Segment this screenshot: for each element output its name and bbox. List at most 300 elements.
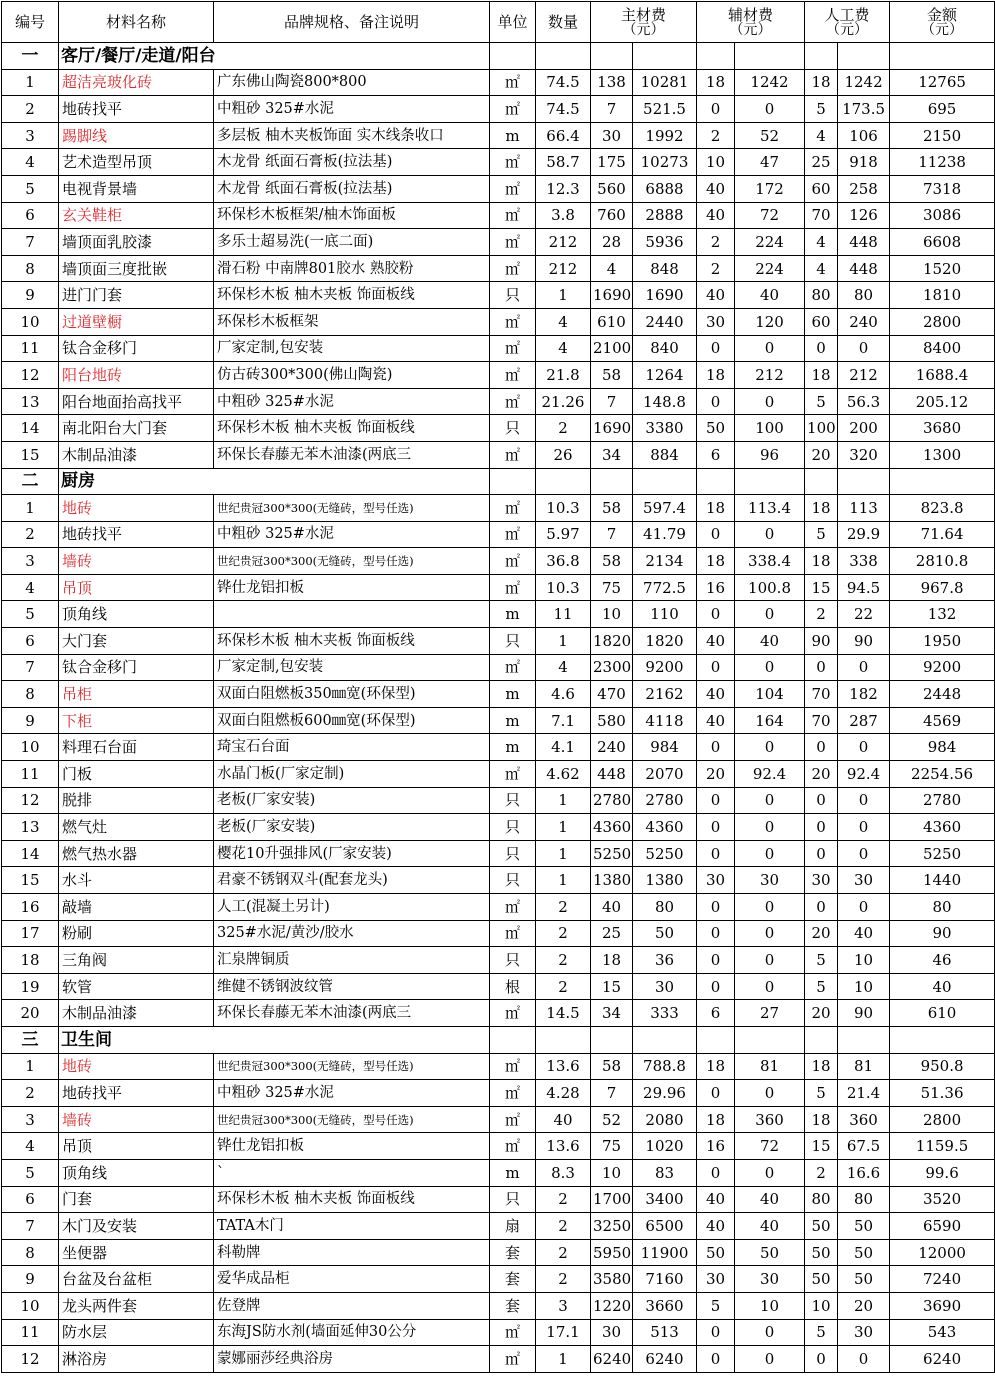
cell-aux-total[interactable]: 0 [735, 521, 805, 548]
cell-no[interactable]: 5 [2, 175, 59, 202]
cell-amount[interactable]: 3690 [890, 1292, 995, 1319]
cell-labor-price[interactable]: 0 [805, 1346, 838, 1373]
cell-amount[interactable]: 5250 [890, 840, 995, 867]
cell-amount[interactable]: 3086 [890, 202, 995, 229]
cell-aux-total[interactable]: 100.8 [735, 574, 805, 601]
cell-qty[interactable]: 3.8 [536, 202, 591, 229]
cell-name[interactable]: 木制品油漆 [59, 1000, 214, 1027]
cell-labor-total[interactable]: 338 [838, 548, 890, 575]
cell-aux-total[interactable]: 1242 [735, 69, 805, 96]
cell-qty[interactable]: 12.3 [536, 175, 591, 202]
cell-name[interactable]: 墙砖 [59, 548, 214, 575]
cell-main-price[interactable]: 5250 [591, 840, 633, 867]
cell-name[interactable]: 大门套 [59, 628, 214, 655]
cell-labor-total[interactable]: 0 [838, 1346, 890, 1373]
cell-spec[interactable]: 铧仕龙铝扣板 [214, 574, 490, 601]
cell-main-price[interactable]: 58 [591, 548, 633, 575]
cell-aux-total[interactable]: 40 [735, 282, 805, 309]
cell-aux-price[interactable]: 6 [697, 1000, 735, 1027]
cell-aux-price[interactable]: 18 [697, 495, 735, 522]
cell-spec[interactable]: 广东佛山陶瓷800*800 [214, 69, 490, 96]
cell-labor-total[interactable]: 50 [838, 1266, 890, 1293]
empty-cell[interactable] [697, 43, 735, 70]
cell-spec[interactable]: 滑石粉 中南牌801胶水 熟胶粉 [214, 255, 490, 282]
cell-labor-price[interactable]: 70 [805, 681, 838, 708]
cell-no[interactable]: 12 [2, 787, 59, 814]
cell-aux-total[interactable]: 40 [735, 628, 805, 655]
cell-labor-price[interactable]: 25 [805, 149, 838, 176]
cell-labor-price[interactable]: 2 [805, 1159, 838, 1186]
cell-no[interactable]: 2 [2, 1080, 59, 1107]
cell-labor-total[interactable]: 56.3 [838, 388, 890, 415]
cell-name[interactable]: 钛合金移门 [59, 335, 214, 362]
cell-amount[interactable]: 2150 [890, 122, 995, 149]
cell-no[interactable]: 12 [2, 362, 59, 389]
cell-name[interactable]: 木门及安装 [59, 1213, 214, 1240]
empty-cell[interactable] [490, 468, 536, 495]
col-header-amount[interactable] [890, 2, 995, 43]
cell-no[interactable]: 1 [2, 1053, 59, 1080]
cell-aux-total[interactable]: 104 [735, 681, 805, 708]
cell-main-price[interactable]: 28 [591, 229, 633, 256]
cell-aux-total[interactable]: 0 [735, 814, 805, 841]
cell-spec[interactable]: 世纪贵冠300*300(无缝砖，型号任选) [214, 495, 490, 522]
cell-spec[interactable]: 仿古砖300*300(佛山陶瓷) [214, 362, 490, 389]
cell-aux-price[interactable]: 16 [697, 574, 735, 601]
cell-labor-total[interactable]: 21.4 [838, 1080, 890, 1107]
cell-unit[interactable]: 只 [490, 1186, 536, 1213]
cell-labor-total[interactable]: 50 [838, 1239, 890, 1266]
cell-spec[interactable]: 君豪不锈钢双斗(配套龙头) [214, 867, 490, 894]
cell-qty[interactable]: 4 [536, 654, 591, 681]
cell-amount[interactable]: 2810.8 [890, 548, 995, 575]
cell-qty[interactable]: 14.5 [536, 1000, 591, 1027]
cell-main-price[interactable]: 1690 [591, 415, 633, 442]
cell-labor-total[interactable]: 113 [838, 495, 890, 522]
cell-main-total[interactable]: 83 [633, 1159, 697, 1186]
section-title[interactable]: 客厅/餐厅/走道/阳台 [59, 43, 490, 70]
cell-aux-total[interactable]: 72 [735, 202, 805, 229]
cell-labor-total[interactable]: 200 [838, 415, 890, 442]
cell-main-total[interactable]: 3380 [633, 415, 697, 442]
cell-amount[interactable]: 543 [890, 1319, 995, 1346]
cell-amount[interactable]: 1520 [890, 255, 995, 282]
empty-cell[interactable] [490, 43, 536, 70]
cell-labor-price[interactable]: 4 [805, 229, 838, 256]
cell-main-price[interactable]: 470 [591, 681, 633, 708]
cell-name[interactable]: 台盆及台盆柜 [59, 1266, 214, 1293]
cell-unit[interactable]: m [490, 734, 536, 761]
cell-labor-price[interactable]: 18 [805, 362, 838, 389]
cell-spec[interactable]: 世纪贵冠300*300(无缝砖，型号任选) [214, 1106, 490, 1133]
col-header-main[interactable] [591, 2, 697, 43]
cell-main-price[interactable]: 3250 [591, 1213, 633, 1240]
cell-name[interactable]: 阳台地面抬高找平 [59, 388, 214, 415]
cell-aux-price[interactable]: 10 [697, 149, 735, 176]
cell-spec[interactable]: 樱花10升强排风(厂家安装) [214, 840, 490, 867]
cell-qty[interactable]: 2 [536, 973, 591, 1000]
cell-spec[interactable]: 中粗砂 325#水泥 [214, 388, 490, 415]
cell-aux-total[interactable]: 0 [735, 601, 805, 628]
cell-labor-total[interactable]: 1242 [838, 69, 890, 96]
cell-qty[interactable]: 74.5 [536, 69, 591, 96]
cell-aux-price[interactable]: 40 [697, 282, 735, 309]
cell-main-price[interactable]: 3580 [591, 1266, 633, 1293]
cell-spec[interactable]: 双面白阻燃板600㎜宽(环保型) [214, 707, 490, 734]
cell-amount[interactable]: 7318 [890, 175, 995, 202]
cell-aux-total[interactable]: 100 [735, 415, 805, 442]
cell-main-price[interactable]: 58 [591, 495, 633, 522]
cell-main-total[interactable]: 848 [633, 255, 697, 282]
cell-main-total[interactable]: 597.4 [633, 495, 697, 522]
cell-qty[interactable]: 10.3 [536, 495, 591, 522]
cell-unit[interactable]: 只 [490, 947, 536, 974]
cell-labor-price[interactable]: 15 [805, 574, 838, 601]
cell-amount[interactable]: 610 [890, 1000, 995, 1027]
cell-labor-total[interactable]: 22 [838, 601, 890, 628]
cell-no[interactable]: 3 [2, 1106, 59, 1133]
cell-name[interactable]: 三角阀 [59, 947, 214, 974]
cell-spec[interactable]: 汇泉牌铜质 [214, 947, 490, 974]
cell-unit[interactable]: 只 [490, 840, 536, 867]
cell-aux-total[interactable]: 81 [735, 1053, 805, 1080]
cell-labor-total[interactable]: 16.6 [838, 1159, 890, 1186]
cell-spec[interactable]: 科勒牌 [214, 1239, 490, 1266]
cell-labor-price[interactable]: 50 [805, 1213, 838, 1240]
col-header-no[interactable]: 编号 [2, 2, 59, 43]
cell-unit[interactable]: 套 [490, 1292, 536, 1319]
cell-name[interactable]: 吊顶 [59, 1133, 214, 1160]
empty-cell[interactable] [633, 1026, 697, 1053]
cell-qty[interactable]: 2 [536, 1186, 591, 1213]
cell-aux-price[interactable]: 2 [697, 122, 735, 149]
cell-main-total[interactable]: 521.5 [633, 96, 697, 123]
cell-aux-total[interactable]: 172 [735, 175, 805, 202]
cell-qty[interactable]: 2 [536, 1266, 591, 1293]
cell-labor-price[interactable]: 50 [805, 1266, 838, 1293]
cell-no[interactable]: 13 [2, 814, 59, 841]
cell-main-total[interactable]: 41.79 [633, 521, 697, 548]
cell-aux-total[interactable]: 30 [735, 867, 805, 894]
cell-name[interactable]: 燃气热水器 [59, 840, 214, 867]
cell-amount[interactable]: 695 [890, 96, 995, 123]
cell-aux-price[interactable]: 20 [697, 761, 735, 788]
cell-labor-total[interactable]: 94.5 [838, 574, 890, 601]
cell-amount[interactable]: 11238 [890, 149, 995, 176]
cell-aux-price[interactable]: 40 [697, 1213, 735, 1240]
cell-no[interactable]: 14 [2, 840, 59, 867]
cell-qty[interactable]: 2 [536, 920, 591, 947]
cell-unit[interactable]: ㎡ [490, 388, 536, 415]
cell-name[interactable]: 进门门套 [59, 282, 214, 309]
cell-unit[interactable]: ㎡ [490, 308, 536, 335]
cell-amount[interactable]: 80 [890, 894, 995, 921]
cell-amount[interactable]: 9200 [890, 654, 995, 681]
cell-labor-total[interactable]: 0 [838, 734, 890, 761]
cell-unit[interactable]: 只 [490, 628, 536, 655]
cell-unit[interactable]: m [490, 681, 536, 708]
cell-labor-price[interactable]: 5 [805, 521, 838, 548]
cell-no[interactable]: 4 [2, 149, 59, 176]
cell-name[interactable]: 龙头两件套 [59, 1292, 214, 1319]
cell-unit[interactable]: 根 [490, 973, 536, 1000]
cell-aux-price[interactable]: 6 [697, 441, 735, 468]
cell-unit[interactable]: 套 [490, 1266, 536, 1293]
cell-name[interactable]: 墙顶面乳胶漆 [59, 229, 214, 256]
cell-amount[interactable]: 132 [890, 601, 995, 628]
cell-labor-price[interactable]: 80 [805, 282, 838, 309]
cell-aux-price[interactable]: 18 [697, 69, 735, 96]
cell-no[interactable]: 20 [2, 1000, 59, 1027]
cell-qty[interactable]: 13.6 [536, 1053, 591, 1080]
cell-aux-price[interactable]: 0 [697, 894, 735, 921]
cell-labor-price[interactable]: 70 [805, 707, 838, 734]
cell-unit[interactable]: 只 [490, 787, 536, 814]
cell-labor-total[interactable]: 29.9 [838, 521, 890, 548]
cell-aux-total[interactable]: 40 [735, 1186, 805, 1213]
cell-aux-price[interactable]: 0 [697, 1346, 735, 1373]
cell-labor-total[interactable]: 182 [838, 681, 890, 708]
cell-no[interactable]: 1 [2, 69, 59, 96]
cell-spec[interactable]: 环保杉木板 柚木夹板 饰面板线 [214, 282, 490, 309]
cell-labor-total[interactable]: 126 [838, 202, 890, 229]
cell-amount[interactable]: 205.12 [890, 388, 995, 415]
cell-labor-total[interactable]: 0 [838, 787, 890, 814]
cell-aux-total[interactable]: 224 [735, 255, 805, 282]
cell-main-total[interactable]: 1020 [633, 1133, 697, 1160]
cell-amount[interactable]: 2448 [890, 681, 995, 708]
cell-main-total[interactable]: 1690 [633, 282, 697, 309]
cell-main-total[interactable]: 2134 [633, 548, 697, 575]
cell-amount[interactable]: 823.8 [890, 495, 995, 522]
cell-aux-price[interactable]: 0 [697, 1319, 735, 1346]
cell-labor-total[interactable]: 0 [838, 894, 890, 921]
cell-amount[interactable]: 2800 [890, 1106, 995, 1133]
cell-spec[interactable]: 木龙骨 纸面石膏板(拉法基) [214, 149, 490, 176]
cell-aux-price[interactable]: 50 [697, 415, 735, 442]
cell-amount[interactable]: 40 [890, 973, 995, 1000]
cell-main-total[interactable]: 1264 [633, 362, 697, 389]
cell-spec[interactable]: 东海JS防水剂(墙面延伸30公分 [214, 1319, 490, 1346]
cell-aux-total[interactable]: 0 [735, 840, 805, 867]
cell-main-total[interactable]: 50 [633, 920, 697, 947]
cell-qty[interactable]: 21.26 [536, 388, 591, 415]
cell-labor-total[interactable]: 173.5 [838, 96, 890, 123]
cell-spec[interactable]: 325#水泥/黄沙/胶水 [214, 920, 490, 947]
empty-cell[interactable] [838, 468, 890, 495]
cell-main-total[interactable]: 36 [633, 947, 697, 974]
cell-labor-price[interactable]: 18 [805, 69, 838, 96]
cell-qty[interactable]: 4.62 [536, 761, 591, 788]
cell-aux-total[interactable]: 338.4 [735, 548, 805, 575]
cell-main-total[interactable]: 984 [633, 734, 697, 761]
cell-unit[interactable]: m [490, 122, 536, 149]
cell-labor-total[interactable]: 90 [838, 628, 890, 655]
cell-amount[interactable]: 1159.5 [890, 1133, 995, 1160]
cell-main-total[interactable]: 30 [633, 973, 697, 1000]
cell-main-total[interactable]: 5250 [633, 840, 697, 867]
section-number[interactable]: 三 [2, 1026, 59, 1053]
cell-no[interactable]: 8 [2, 681, 59, 708]
cell-aux-total[interactable]: 0 [735, 654, 805, 681]
cell-name[interactable]: 脱排 [59, 787, 214, 814]
cell-amount[interactable]: 1688.4 [890, 362, 995, 389]
cell-spec[interactable]: 环保杉木板 柚木夹板 饰面板线 [214, 415, 490, 442]
cell-labor-total[interactable]: 212 [838, 362, 890, 389]
cell-no[interactable]: 6 [2, 628, 59, 655]
empty-cell[interactable] [890, 1026, 995, 1053]
cell-aux-price[interactable]: 0 [697, 654, 735, 681]
cell-aux-total[interactable]: 224 [735, 229, 805, 256]
cell-no[interactable]: 15 [2, 867, 59, 894]
cell-main-total[interactable]: 4118 [633, 707, 697, 734]
cell-main-total[interactable]: 513 [633, 1319, 697, 1346]
cell-spec[interactable]: 铧仕龙铝扣板 [214, 1133, 490, 1160]
cell-name[interactable]: 地砖 [59, 1053, 214, 1080]
cell-main-price[interactable]: 75 [591, 1133, 633, 1160]
cell-name[interactable]: 门套 [59, 1186, 214, 1213]
cell-unit[interactable]: 套 [490, 1239, 536, 1266]
cell-amount[interactable]: 4360 [890, 814, 995, 841]
cell-aux-price[interactable]: 0 [697, 734, 735, 761]
cell-main-total[interactable]: 840 [633, 335, 697, 362]
cell-aux-price[interactable]: 0 [697, 814, 735, 841]
cell-labor-price[interactable]: 5 [805, 947, 838, 974]
cell-no[interactable]: 2 [2, 96, 59, 123]
cell-main-total[interactable]: 1380 [633, 867, 697, 894]
cell-aux-price[interactable]: 18 [697, 548, 735, 575]
cell-main-total[interactable]: 2070 [633, 761, 697, 788]
cell-main-price[interactable]: 25 [591, 920, 633, 947]
cell-spec[interactable]: 世纪贵冠300*300(无缝砖，型号任选) [214, 548, 490, 575]
cell-main-total[interactable]: 1992 [633, 122, 697, 149]
empty-cell[interactable] [591, 1026, 633, 1053]
cell-no[interactable]: 8 [2, 1239, 59, 1266]
col-header-qty[interactable]: 数量 [536, 2, 591, 43]
cell-labor-price[interactable]: 90 [805, 628, 838, 655]
cell-aux-total[interactable]: 96 [735, 441, 805, 468]
empty-cell[interactable] [805, 43, 838, 70]
empty-cell[interactable] [735, 468, 805, 495]
empty-cell[interactable] [490, 1026, 536, 1053]
cell-no[interactable]: 7 [2, 654, 59, 681]
cell-aux-price[interactable]: 5 [697, 1292, 735, 1319]
cell-aux-total[interactable]: 0 [735, 96, 805, 123]
cell-name[interactable]: 艺术造型吊顶 [59, 149, 214, 176]
cell-aux-price[interactable]: 0 [697, 335, 735, 362]
cell-aux-price[interactable]: 18 [697, 1053, 735, 1080]
cell-name[interactable]: 吊顶 [59, 574, 214, 601]
cell-main-price[interactable]: 560 [591, 175, 633, 202]
cell-aux-price[interactable]: 0 [697, 388, 735, 415]
cell-unit[interactable]: ㎡ [490, 335, 536, 362]
cell-main-price[interactable]: 40 [591, 894, 633, 921]
cell-qty[interactable]: 2 [536, 1213, 591, 1240]
cell-no[interactable]: 6 [2, 202, 59, 229]
cell-spec[interactable]: 环保杉木板框架 [214, 308, 490, 335]
cell-main-price[interactable]: 580 [591, 707, 633, 734]
cell-qty[interactable]: 13.6 [536, 1133, 591, 1160]
cell-name[interactable]: 地砖找平 [59, 521, 214, 548]
cell-spec[interactable]: 中粗砂 325#水泥 [214, 96, 490, 123]
cell-amount[interactable]: 2800 [890, 308, 995, 335]
cell-spec[interactable]: 老板(厂家安装) [214, 814, 490, 841]
cell-unit[interactable]: 只 [490, 867, 536, 894]
cell-spec[interactable]: 中粗砂 325#水泥 [214, 521, 490, 548]
cell-name[interactable]: 木制品油漆 [59, 441, 214, 468]
cell-labor-price[interactable]: 0 [805, 840, 838, 867]
cell-labor-price[interactable]: 20 [805, 1000, 838, 1027]
cell-spec[interactable]: 人工(混凝土另计) [214, 894, 490, 921]
cell-qty[interactable]: 66.4 [536, 122, 591, 149]
cell-labor-total[interactable]: 258 [838, 175, 890, 202]
cell-unit[interactable]: 只 [490, 814, 536, 841]
cell-aux-total[interactable]: 0 [735, 388, 805, 415]
cell-main-price[interactable]: 2780 [591, 787, 633, 814]
cell-labor-total[interactable]: 30 [838, 1319, 890, 1346]
cell-labor-price[interactable]: 70 [805, 202, 838, 229]
cell-aux-total[interactable]: 120 [735, 308, 805, 335]
cell-unit[interactable]: m [490, 1159, 536, 1186]
cell-labor-price[interactable]: 20 [805, 761, 838, 788]
cell-spec[interactable]: 世纪贵冠300*300(无缝砖，型号任选) [214, 1053, 490, 1080]
cell-qty[interactable]: 1 [536, 628, 591, 655]
cell-main-total[interactable]: 2162 [633, 681, 697, 708]
cell-unit[interactable]: ㎡ [490, 149, 536, 176]
cell-labor-total[interactable]: 10 [838, 947, 890, 974]
cell-labor-price[interactable]: 20 [805, 441, 838, 468]
cell-labor-total[interactable]: 81 [838, 1053, 890, 1080]
section-number[interactable]: 二 [2, 468, 59, 495]
cell-qty[interactable]: 4.1 [536, 734, 591, 761]
cell-no[interactable]: 5 [2, 601, 59, 628]
cell-qty[interactable]: 4 [536, 308, 591, 335]
cell-no[interactable]: 10 [2, 1292, 59, 1319]
cell-qty[interactable]: 1 [536, 787, 591, 814]
cell-unit[interactable]: ㎡ [490, 1319, 536, 1346]
cell-main-price[interactable]: 1700 [591, 1186, 633, 1213]
cell-amount[interactable]: 90 [890, 920, 995, 947]
cell-spec[interactable]: 环保杉木板 柚木夹板 饰面板线 [214, 628, 490, 655]
cell-unit[interactable]: m [490, 601, 536, 628]
cell-labor-total[interactable]: 92.4 [838, 761, 890, 788]
cell-unit[interactable]: ㎡ [490, 69, 536, 96]
cell-aux-price[interactable]: 30 [697, 1266, 735, 1293]
cell-aux-total[interactable]: 27 [735, 1000, 805, 1027]
cell-name[interactable]: 淋浴房 [59, 1346, 214, 1373]
cell-labor-price[interactable]: 5 [805, 1319, 838, 1346]
cell-main-price[interactable]: 34 [591, 441, 633, 468]
cell-labor-price[interactable]: 0 [805, 335, 838, 362]
cell-aux-total[interactable]: 0 [735, 894, 805, 921]
cell-main-total[interactable]: 2440 [633, 308, 697, 335]
cell-aux-price[interactable]: 30 [697, 308, 735, 335]
cell-aux-total[interactable]: 0 [735, 1346, 805, 1373]
cell-spec[interactable]: 蒙娜丽莎经典浴房 [214, 1346, 490, 1373]
cell-unit[interactable]: ㎡ [490, 521, 536, 548]
cell-aux-total[interactable]: 0 [735, 973, 805, 1000]
cell-qty[interactable]: 7.1 [536, 707, 591, 734]
cell-main-total[interactable]: 3660 [633, 1292, 697, 1319]
cell-qty[interactable]: 1 [536, 867, 591, 894]
cell-main-price[interactable]: 760 [591, 202, 633, 229]
cell-main-total[interactable]: 4360 [633, 814, 697, 841]
cell-qty[interactable]: 212 [536, 255, 591, 282]
cell-main-price[interactable]: 18 [591, 947, 633, 974]
cell-name[interactable]: 敲墙 [59, 894, 214, 921]
cell-spec[interactable] [214, 601, 490, 628]
cell-labor-price[interactable]: 4 [805, 255, 838, 282]
